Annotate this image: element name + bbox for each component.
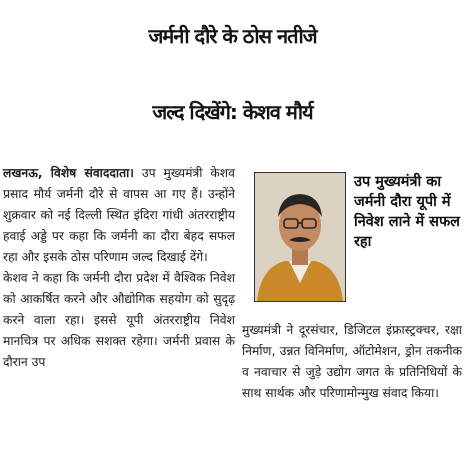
portrait-photo bbox=[254, 172, 346, 302]
article-paragraph-2: केशव ने कहा कि जर्मनी दौरा प्रदेश में वैश्विक निवेश को आकर्षित करने और औद्योगिक सहयोग को सुदृढ़ करने वाला रहा। इससे यूपी अंतरराष्ट्रीय निवेश मानचित्र पर अधिक सशक्त रहेगा। जर्मनी प्रवास के दौरान उप bbox=[3, 271, 235, 369]
article-paragraph-1 bbox=[3, 163, 235, 268]
article-column-left bbox=[3, 163, 235, 373]
headline-line-1: जर्मनी दौरे के ठोस नतीजे bbox=[148, 24, 317, 48]
headline-line-2: जल्द दिखेंगे: केशव मौर्य bbox=[152, 100, 313, 124]
article-paragraph-3: मुख्यमंत्री ने दूरसंचार, डिजिटल इंफ्रास्ट्रक्चर, रक्षा निर्माण, उन्नत विनिर्माण, ऑटोमेशन, ड्रोन तकनीक व नवाचार से जुड़े उद्योग जगत के प्रतिनिधियों के साथ सार्थक और परिणामोन्मुख संवाद किया। bbox=[242, 323, 462, 400]
photo-with-caption bbox=[254, 172, 462, 302]
dateline: लखनऊ, विशेष संवाददाता। bbox=[3, 166, 134, 180]
photo-caption: उप मुख्यमंत्री का जर्मनी दौरा यूपी में निवेश लाने में सफल रहा bbox=[354, 174, 460, 250]
portrait-illustration bbox=[255, 173, 345, 301]
paragraph-1-text: उप मुख्यमंत्री केशव प्रसाद मौर्य जर्मनी दौरे से वापस आ गए हैं। उन्होंने शुक्रवार को नई दिल्ली स्थित इंदिरा गांधी अंतरराष्ट्रीय हवाई अड्डे पर कहा कि जर्मनी का दौरा बेहद सफल रहा और इसके ठोस परिणाम जल्द दिखाई देंगे। bbox=[3, 166, 235, 264]
article-column-right bbox=[242, 320, 462, 404]
